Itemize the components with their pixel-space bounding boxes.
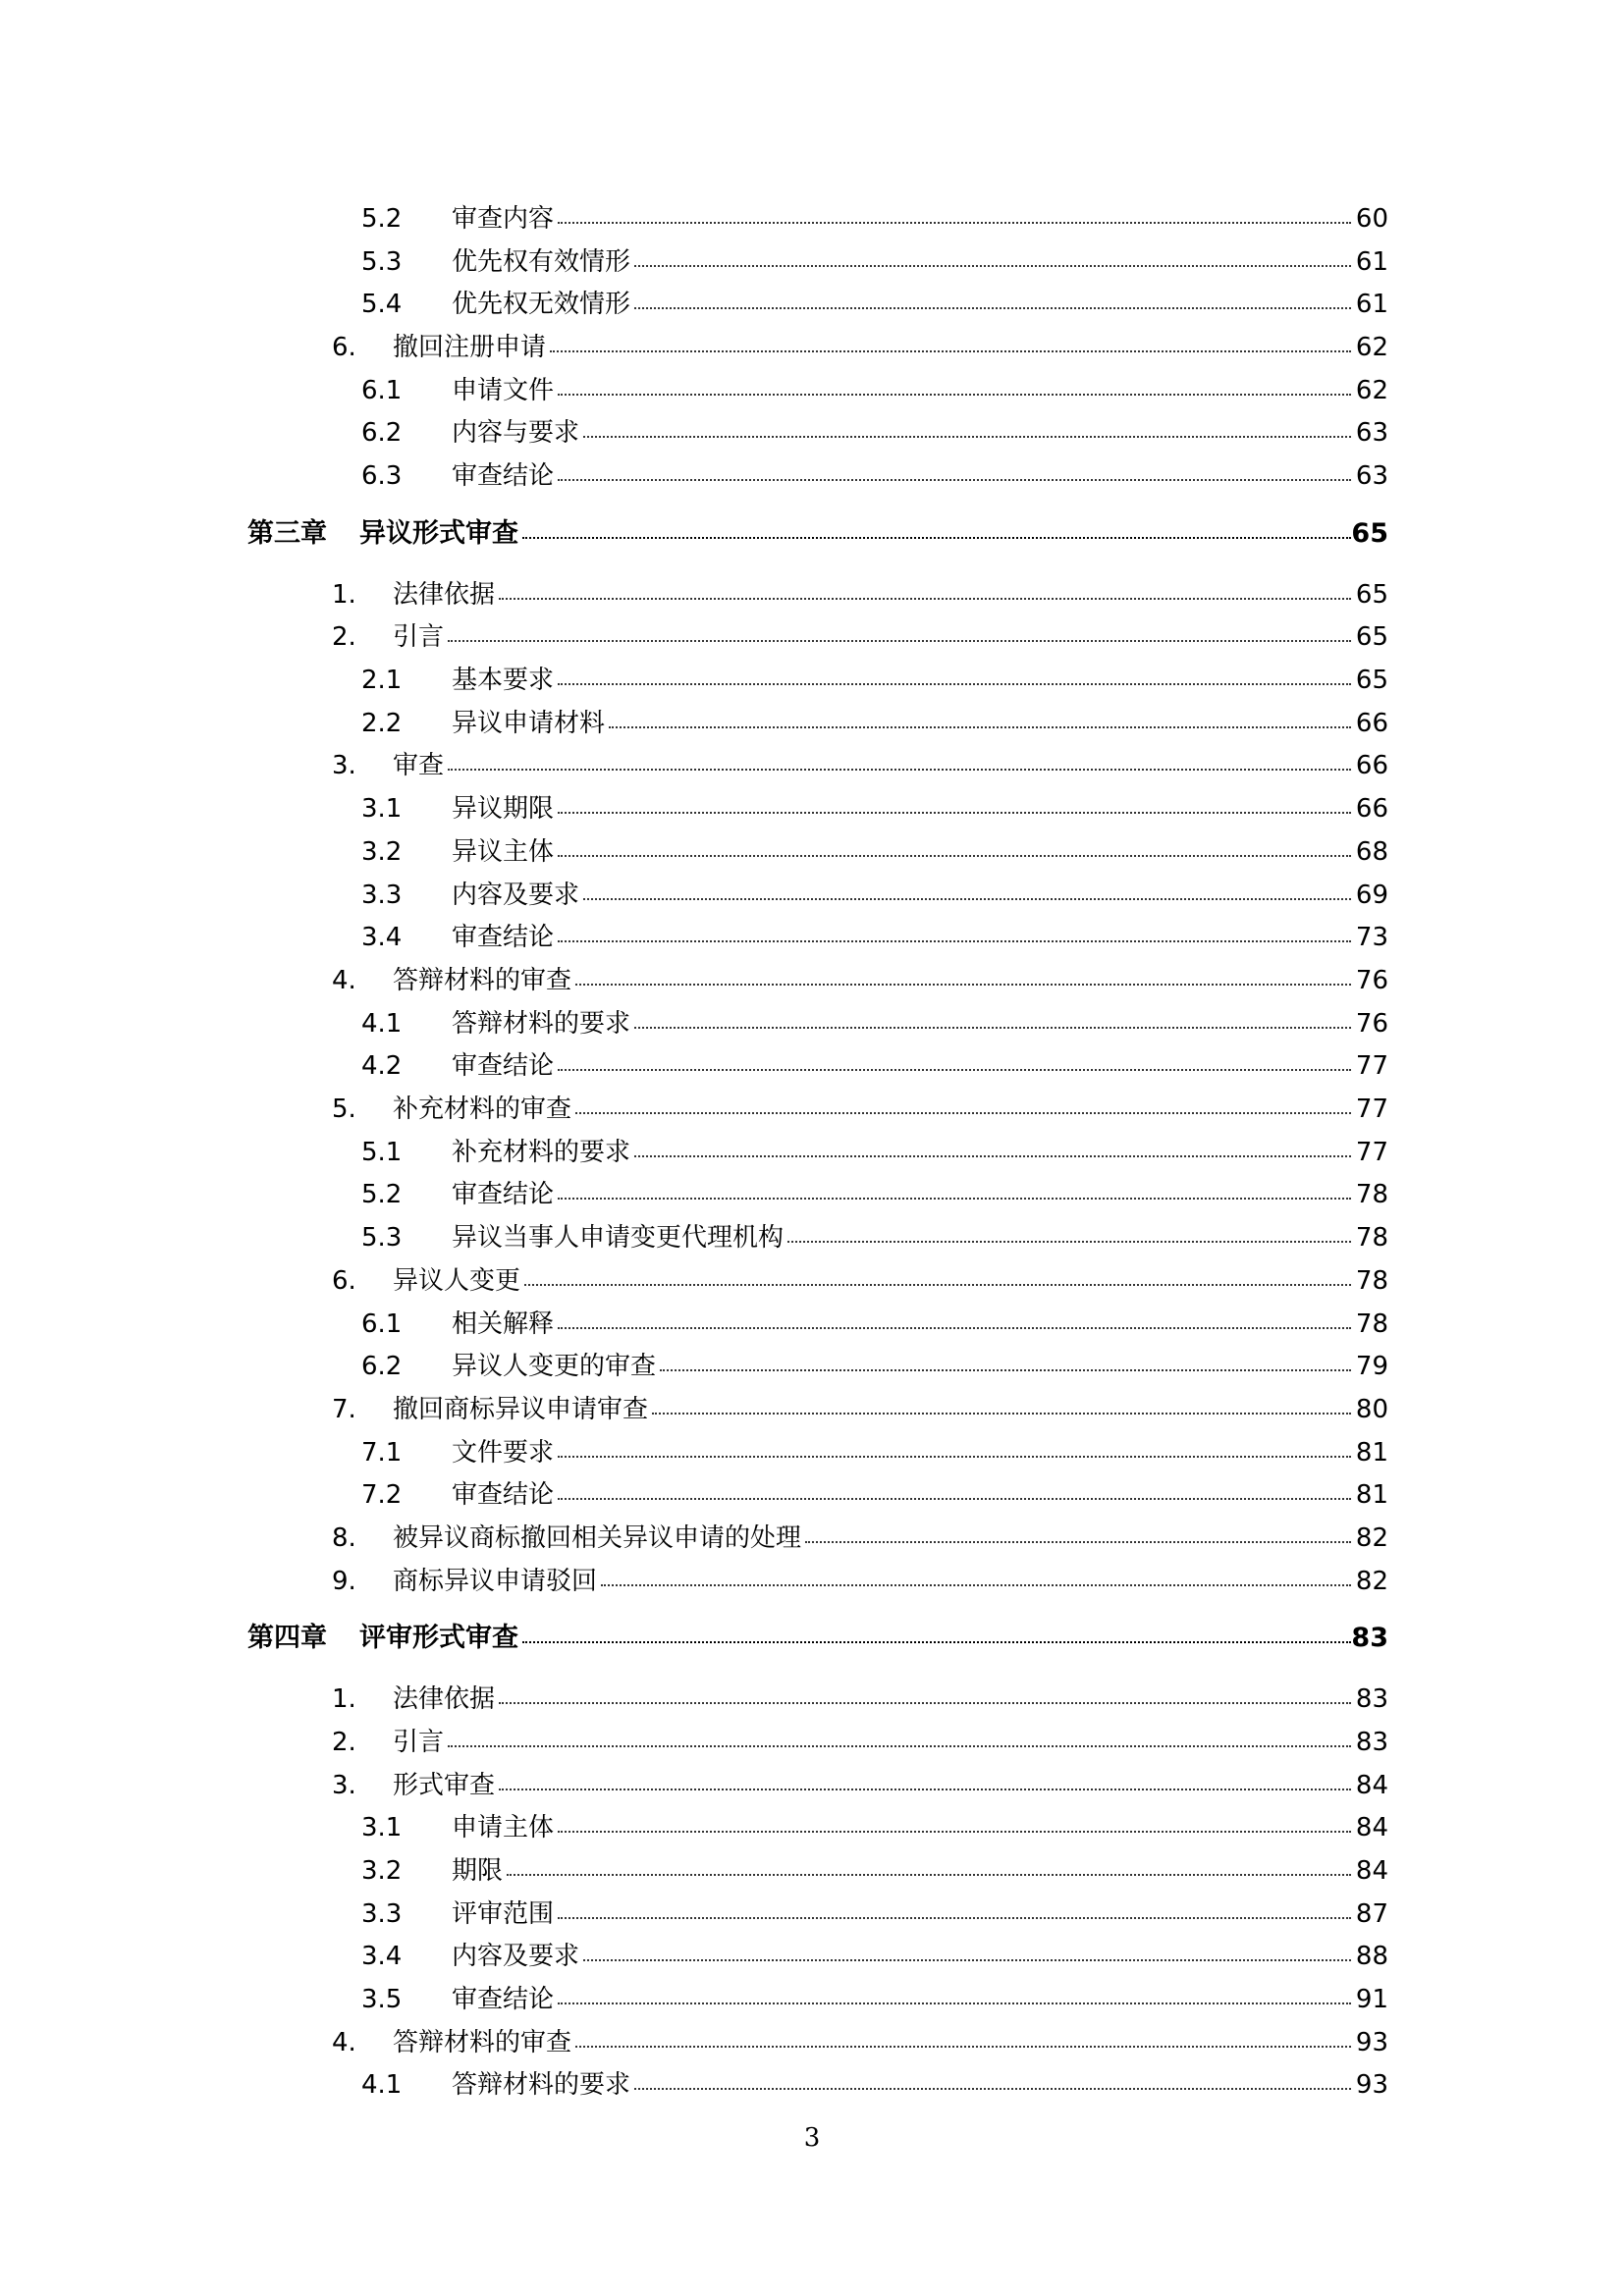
toc-entry-page: 65: [1355, 622, 1388, 652]
toc-entry-page: 93: [1355, 2070, 1388, 2100]
toc-entry[interactable]: [0, 1895, 1624, 1934]
toc-entry-page: 78: [1355, 1180, 1388, 1209]
page-number: 3: [803, 2123, 821, 2153]
toc-entry-title: 申请文件: [452, 376, 555, 405]
toc-entry-number: 3.4: [361, 923, 403, 952]
toc-entry-title: 内容与要求: [452, 418, 580, 448]
toc-dot-leader: [805, 1541, 1351, 1543]
toc-dot-leader: [558, 2002, 1351, 2004]
toc-entry-title: 异议申请材料: [452, 709, 606, 738]
toc-entry[interactable]: [0, 456, 1624, 496]
toc-entry-page: 69: [1355, 881, 1388, 910]
toc-entry-title: 评审形式审查: [359, 1623, 518, 1653]
toc-entry-number: 6.3: [361, 461, 403, 491]
toc-entry-number: 2.: [332, 622, 356, 652]
toc-entry-page: 65: [1355, 580, 1388, 610]
toc-entry-number: 4.1: [361, 1009, 403, 1039]
toc-entry-title: 异议人变更: [393, 1266, 521, 1296]
toc-entry-number: 3.1: [361, 794, 403, 824]
toc-entry[interactable]: [0, 413, 1624, 453]
toc-dot-leader: [575, 1112, 1351, 1114]
toc-dot-leader: [601, 1584, 1351, 1586]
toc-dot-leader: [575, 984, 1351, 986]
toc-entry-page: 83: [1355, 1684, 1388, 1714]
toc-entry[interactable]: [0, 961, 1624, 1000]
toc-entry-page: 80: [1355, 1395, 1388, 1424]
toc-entry-number: 第四章: [247, 1623, 327, 1653]
toc-entry-number: 6.: [332, 1266, 356, 1296]
toc-entry[interactable]: [0, 199, 1624, 239]
toc-entry-number: 5.4: [361, 290, 403, 319]
toc-entry-page: 93: [1355, 2028, 1388, 2057]
toc-entry[interactable]: [0, 1562, 1624, 1601]
toc-entry[interactable]: [0, 371, 1624, 410]
toc-entry-number: 3.3: [361, 1899, 403, 1929]
toc-entry-page: 63: [1355, 418, 1388, 448]
toc-dot-leader: [558, 394, 1351, 396]
toc-entry[interactable]: [0, 1475, 1624, 1515]
toc-dot-leader: [558, 855, 1351, 857]
toc-entry[interactable]: [0, 1261, 1624, 1301]
toc-entry-page: 83: [1351, 1623, 1388, 1653]
toc-entry-page: 79: [1355, 1352, 1388, 1381]
toc-entry-page: 87: [1355, 1899, 1388, 1929]
toc-entry-page: 77: [1355, 1095, 1388, 1124]
toc-dot-leader: [558, 1831, 1351, 1833]
toc-entry[interactable]: [0, 1004, 1624, 1043]
toc-entry-number: 6.1: [361, 1309, 403, 1339]
toc-entry-title: 引言: [393, 622, 445, 652]
toc-entry[interactable]: [0, 704, 1624, 743]
toc-chapter-entry[interactable]: [0, 514, 1624, 554]
toc-entry-number: 5.1: [361, 1138, 403, 1167]
toc-dot-leader: [558, 1498, 1351, 1500]
toc-entry[interactable]: [0, 2023, 1624, 2062]
toc-entry-title: 补充材料的审查: [393, 1095, 572, 1124]
toc-dot-leader: [787, 1241, 1351, 1243]
toc-entry-page: 82: [1355, 1523, 1388, 1553]
toc-entry-number: 3.2: [361, 837, 403, 867]
toc-entry-page: 62: [1355, 333, 1388, 362]
toc-entry-number: 7.: [332, 1395, 356, 1424]
toc-entry-number: 5.2: [361, 204, 403, 234]
toc-entry[interactable]: [0, 1390, 1624, 1429]
toc-entry-number: 4.2: [361, 1051, 403, 1081]
toc-entry-page: 83: [1355, 1728, 1388, 1757]
toc-entry-title: 审查结论: [452, 1180, 555, 1209]
toc-entry-title: 审查内容: [452, 204, 555, 234]
toc-dot-leader: [558, 1198, 1351, 1200]
toc-entry-page: 78: [1355, 1223, 1388, 1253]
toc-entry[interactable]: [0, 1851, 1624, 1891]
toc-entry-title: 文件要求: [452, 1438, 555, 1468]
toc-entry-page: 76: [1355, 966, 1388, 995]
toc-entry-title: 优先权有效情形: [452, 247, 631, 277]
toc-entry-page: 84: [1355, 1856, 1388, 1886]
toc-dot-leader: [583, 436, 1351, 438]
toc-entry-number: 6.1: [361, 376, 403, 405]
toc-dot-leader: [499, 1702, 1351, 1704]
toc-dot-leader: [660, 1369, 1351, 1371]
toc-entry-title: 异议人变更的审查: [452, 1352, 657, 1381]
toc-entry[interactable]: [0, 1090, 1624, 1129]
toc-entry[interactable]: [0, 661, 1624, 700]
toc-dot-leader: [583, 898, 1351, 900]
toc-entry[interactable]: [0, 242, 1624, 282]
toc-entry-title: 审查: [393, 751, 445, 780]
toc-entry-title: 异议期限: [452, 794, 555, 824]
toc-dot-leader: [634, 265, 1351, 267]
toc-dot-leader: [558, 222, 1351, 224]
toc-entry-page: 81: [1355, 1438, 1388, 1468]
toc-entry[interactable]: [0, 1723, 1624, 1762]
toc-entry-page: 63: [1355, 461, 1388, 491]
toc-entry-title: 答辩材料的要求: [452, 2070, 631, 2100]
toc-entry-page: 65: [1351, 518, 1388, 549]
toc-entry-title: 基本要求: [452, 666, 555, 695]
toc-dot-leader: [524, 1284, 1351, 1286]
toc-entry[interactable]: [0, 1218, 1624, 1257]
toc-dot-leader: [583, 1959, 1351, 1961]
toc-entry-number: 6.2: [361, 418, 403, 448]
toc-entry-title: 答辩材料的要求: [452, 1009, 631, 1039]
toc-entry-page: 68: [1355, 837, 1388, 867]
toc-entry[interactable]: [0, 1680, 1624, 1719]
toc-entry-page: 62: [1355, 376, 1388, 405]
toc-entry-title: 评审范围: [452, 1899, 555, 1929]
toc-entry[interactable]: [0, 617, 1624, 657]
toc-entry-title: 异议当事人申请变更代理机构: [452, 1223, 785, 1253]
toc-entry-page: 66: [1355, 794, 1388, 824]
toc-entry-page: 81: [1355, 1480, 1388, 1510]
toc-entry-page: 61: [1355, 247, 1388, 277]
toc-entry-title: 撤回商标异议申请审查: [393, 1395, 649, 1424]
toc-entry-number: 5.3: [361, 1223, 403, 1253]
toc-entry-title: 法律依据: [393, 580, 496, 610]
toc-entry-number: 7.2: [361, 1480, 403, 1510]
toc-entry-number: 4.: [332, 966, 356, 995]
toc-dot-leader: [558, 1327, 1351, 1329]
toc-entry-title: 审查结论: [452, 1985, 555, 2014]
toc-entry-title: 法律依据: [393, 1684, 496, 1714]
toc-entry-page: 77: [1355, 1138, 1388, 1167]
toc-dot-leader: [448, 1745, 1351, 1747]
toc-dot-leader: [575, 2046, 1351, 2048]
toc-entry-title: 审查结论: [452, 1051, 555, 1081]
toc-entry-page: 84: [1355, 1813, 1388, 1842]
toc-entry-title: 优先权无效情形: [452, 290, 631, 319]
toc-entry[interactable]: [0, 328, 1624, 367]
toc-entry-number: 第三章: [247, 518, 327, 549]
toc-entry[interactable]: [0, 746, 1624, 785]
toc-dot-leader: [522, 537, 1351, 539]
toc-entry-page: 78: [1355, 1309, 1388, 1339]
toc-entry-number: 5.2: [361, 1180, 403, 1209]
toc-dot-leader: [558, 1069, 1351, 1071]
toc-entry[interactable]: [0, 1766, 1624, 1805]
toc-entry-page: 84: [1355, 1771, 1388, 1800]
toc-dot-leader: [499, 1789, 1351, 1790]
toc-entry[interactable]: [0, 918, 1624, 957]
toc-entry-title: 撤回注册申请: [393, 333, 547, 362]
toc-chapter-entry[interactable]: [0, 1619, 1624, 1658]
toc-dot-leader: [558, 683, 1351, 685]
toc-entry-title: 申请主体: [452, 1813, 555, 1842]
toc-entry-title: 商标异议申请驳回: [393, 1567, 598, 1596]
toc-dot-leader: [558, 1917, 1351, 1919]
toc-entry-number: 2.: [332, 1728, 356, 1757]
toc-entry[interactable]: [0, 1519, 1624, 1558]
toc-entry-number: 4.1: [361, 2070, 403, 2100]
toc-entry-title: 审查结论: [452, 461, 555, 491]
toc-entry-title: 期限: [452, 1856, 504, 1886]
toc-entry-page: 91: [1355, 1985, 1388, 2014]
toc-entry-page: 82: [1355, 1567, 1388, 1596]
toc-entry-title: 答辩材料的审查: [393, 2028, 572, 2057]
toc-entry-title: 审查结论: [452, 1480, 555, 1510]
toc-dot-leader: [558, 479, 1351, 481]
toc-dot-leader: [652, 1413, 1351, 1415]
toc-entry-page: 61: [1355, 290, 1388, 319]
toc-entry-title: 审查结论: [452, 923, 555, 952]
toc-entry[interactable]: [0, 832, 1624, 872]
toc-entry-title: 内容及要求: [452, 1942, 580, 1971]
toc-entry-page: 65: [1355, 666, 1388, 695]
toc-dot-leader: [448, 769, 1351, 771]
toc-entry-page: 76: [1355, 1009, 1388, 1039]
toc-entry-title: 异议主体: [452, 837, 555, 867]
toc-entry-title: 内容及要求: [452, 881, 580, 910]
toc-entry-title: 异议形式审查: [359, 518, 518, 549]
toc-entry-page: 66: [1355, 709, 1388, 738]
toc-entry-page: 66: [1355, 751, 1388, 780]
toc-entry-number: 1.: [332, 580, 356, 610]
toc-entry-number: 9.: [332, 1567, 356, 1596]
toc-entry-number: 3.5: [361, 1985, 403, 2014]
toc-entry[interactable]: [0, 2065, 1624, 2105]
toc-dot-leader: [634, 1155, 1351, 1157]
toc-dot-leader: [558, 940, 1351, 942]
toc-entry-number: 5.3: [361, 247, 403, 277]
toc-entry-number: 2.2: [361, 709, 403, 738]
toc-entry-number: 3.: [332, 1771, 356, 1800]
toc-entry[interactable]: [0, 1808, 1624, 1847]
toc-dot-leader: [634, 2088, 1351, 2090]
toc-entry[interactable]: [0, 1937, 1624, 1976]
toc-entry-number: 8.: [332, 1523, 356, 1553]
toc-entry-number: 3.3: [361, 881, 403, 910]
toc-dot-leader: [558, 1456, 1351, 1458]
toc-entry[interactable]: [0, 575, 1624, 614]
toc-dot-leader: [522, 1641, 1351, 1643]
toc-entry-number: 3.1: [361, 1813, 403, 1842]
toc-entry-number: 4.: [332, 2028, 356, 2057]
toc-entry-number: 7.1: [361, 1438, 403, 1468]
toc-entry[interactable]: [0, 1433, 1624, 1472]
toc-entry-title: 相关解释: [452, 1309, 555, 1339]
toc-entry[interactable]: [0, 789, 1624, 828]
toc-entry[interactable]: [0, 876, 1624, 915]
toc-entry-title: 引言: [393, 1728, 445, 1757]
toc-entry[interactable]: [0, 1175, 1624, 1214]
toc-dot-leader: [507, 1874, 1351, 1876]
toc-entry-number: 3.2: [361, 1856, 403, 1886]
toc-entry-title: 形式审查: [393, 1771, 496, 1800]
toc-dot-leader: [634, 307, 1351, 309]
toc-entry-page: 78: [1355, 1266, 1388, 1296]
toc-entry-number: 6.2: [361, 1352, 403, 1381]
toc-dot-leader: [550, 350, 1351, 352]
toc-entry[interactable]: [0, 1347, 1624, 1386]
toc-entry-number: 1.: [332, 1684, 356, 1714]
toc-entry-title: 被异议商标撤回相关异议申请的处理: [393, 1523, 802, 1553]
toc-entry[interactable]: [0, 1133, 1624, 1172]
toc-entry-page: 73: [1355, 923, 1388, 952]
toc-entry-title: 答辩材料的审查: [393, 966, 572, 995]
toc-entry-page: 77: [1355, 1051, 1388, 1081]
toc-entry[interactable]: [0, 285, 1624, 324]
toc-dot-leader: [558, 812, 1351, 814]
toc-entry-number: 2.1: [361, 666, 403, 695]
toc-dot-leader: [499, 598, 1351, 600]
toc-entry-number: 5.: [332, 1095, 356, 1124]
toc-dot-leader: [609, 726, 1351, 728]
toc-entry-number: 3.4: [361, 1942, 403, 1971]
toc-entry-page: 88: [1355, 1942, 1388, 1971]
toc-entry[interactable]: [0, 1305, 1624, 1344]
toc-entry-page: 60: [1355, 204, 1388, 234]
toc-entry-title: 补充材料的要求: [452, 1138, 631, 1167]
toc-entry-number: 6.: [332, 333, 356, 362]
toc-dot-leader: [448, 640, 1351, 642]
toc-entry-number: 3.: [332, 751, 356, 780]
toc-dot-leader: [634, 1027, 1351, 1029]
toc-entry[interactable]: [0, 1046, 1624, 1086]
toc-entry[interactable]: [0, 1980, 1624, 2019]
